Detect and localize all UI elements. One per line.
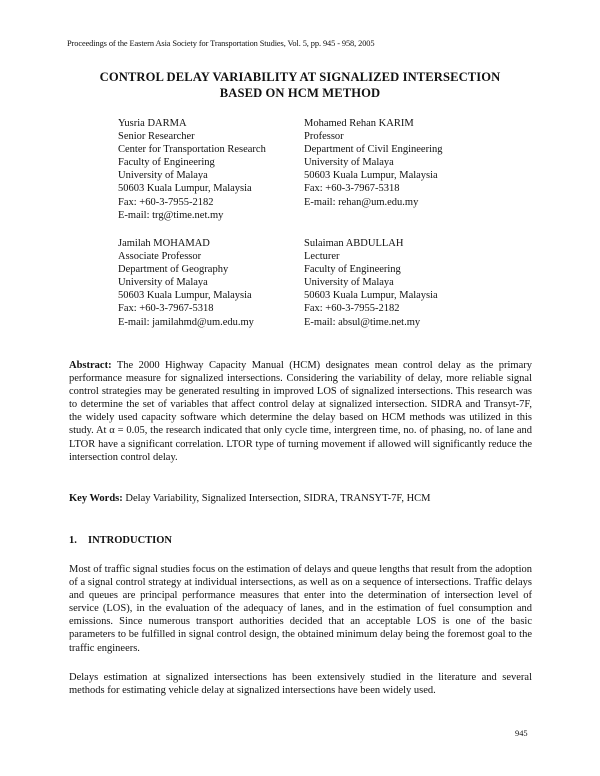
title-line-2: BASED ON HCM METHOD: [219, 85, 381, 100]
author-position: Senior Researcher: [118, 131, 195, 143]
keywords: [69, 492, 532, 505]
body-paragraph-1: Most of traffic signal studies focus on the estimation of delays and queue lengths that result from the adoption of a signal control strategy at individual intersections, as well as on a sequence of intersections. Traffic delays and queues are principal performance measures that enter into the determination of intersection level of service (LOS), in the evaluation of the adequacy of lanes, and in the estimation of fuel consumption and emissions. Since numerous transport authorities decided that an acceptable LOS is one of the basic parameters to be fulfilled in signal control design, the obtained minimum delay being the foremost goal to the traffic engineers.: [69, 564, 532, 654]
author-position: Lecturer: [304, 251, 340, 263]
author-fax: Fax: +60-3-7955-2182: [118, 196, 214, 208]
section-title: INTRODUCTION: [88, 535, 173, 546]
keywords-label: Key Words:: [69, 493, 123, 504]
author-city: 50603 Kuala Lumpur, Malaysia: [304, 170, 438, 182]
body-paragraph-2: Delays estimation at signalized intersections has been extensively studied in the literature and several methods for estimating vehicle delay at signalized intersections have been widely used.: [69, 672, 532, 697]
author-fax: Fax: +60-3-7967-5318: [304, 183, 400, 195]
paper-title: [60, 70, 540, 101]
author-university: University of Malaya: [118, 170, 208, 182]
author-department: Department of Civil Engineering: [304, 144, 443, 156]
page-number: 945: [515, 729, 528, 738]
author-university: University of Malaya: [304, 157, 394, 169]
author-faculty: Faculty of Engineering: [118, 157, 215, 169]
author-block-abdullah: [304, 237, 438, 329]
author-email: E-mail: jamilahmd@um.edu.my: [118, 316, 254, 328]
author-city: 50603 Kuala Lumpur, Malaysia: [118, 183, 252, 195]
author-position: Professor: [304, 131, 344, 143]
author-university: University of Malaya: [304, 277, 394, 289]
author-city: 50603 Kuala Lumpur, Malaysia: [304, 290, 438, 302]
author-fax: Fax: +60-3-7955-2182: [304, 303, 400, 315]
author-position: Associate Professor: [118, 251, 202, 263]
author-faculty: Faculty of Engineering: [304, 264, 401, 276]
section-heading-introduction: [69, 535, 172, 546]
abstract-label: Abstract:: [69, 360, 112, 371]
abstract-text: The 2000 Highway Capacity Manual (HCM) designates mean control delay as the primary performance measure for signalized intersections. Considering the variability of delay, more reliable signal control strategies may be generated resulting in improved LOS of signalized intersections. This research was to determine the set of variables that affect control delay at signalized intersection. SIDRA and Transyt-7F, the widely used capacity software which determine the delay based on HCM methods was utilized in this study. At α = 0.05, the research indicated that only cycle time, intergreen time, no. of phasing, no. of lane and LTOR have a significant correlation. LTOR type of turning movement if allowed will significantly reduce the intersection control delay.: [69, 360, 532, 463]
author-city: 50603 Kuala Lumpur, Malaysia: [118, 290, 252, 302]
author-university: University of Malaya: [118, 277, 208, 289]
author-name: Jamilah MOHAMAD: [118, 238, 210, 249]
author-block-mohamad: [118, 237, 254, 329]
author-block-karim: [304, 117, 443, 209]
keywords-text: Delay Variability, Signalized Intersection, SIDRA, TRANSYT-7F, HCM: [125, 493, 431, 504]
abstract: [69, 359, 532, 464]
author-department: Department of Geography: [118, 264, 229, 276]
author-fax: Fax: +60-3-7967-5318: [118, 303, 214, 315]
author-department: Center for Transportation Research: [118, 144, 266, 156]
author-email: E-mail: trg@time.net.my: [118, 209, 224, 221]
author-email: E-mail: absul@time.net.my: [304, 316, 421, 328]
author-name: Mohamed Rehan KARIM: [304, 118, 414, 129]
section-number: 1.: [69, 535, 77, 546]
author-name: Sulaiman ABDULLAH: [304, 238, 404, 249]
author-block-darma: [118, 117, 266, 222]
author-name: Yusria DARMA: [118, 118, 187, 129]
title-line-1: CONTROL DELAY VARIABILITY AT SIGNALIZED INTERSECTION: [99, 70, 501, 84]
running-header: Proceedings of the Eastern Asia Society for Transportation Studies, Vol. 5, pp. 945 - 958, 2005: [67, 39, 375, 48]
author-email: E-mail: rehan@um.edu.my: [304, 196, 419, 208]
